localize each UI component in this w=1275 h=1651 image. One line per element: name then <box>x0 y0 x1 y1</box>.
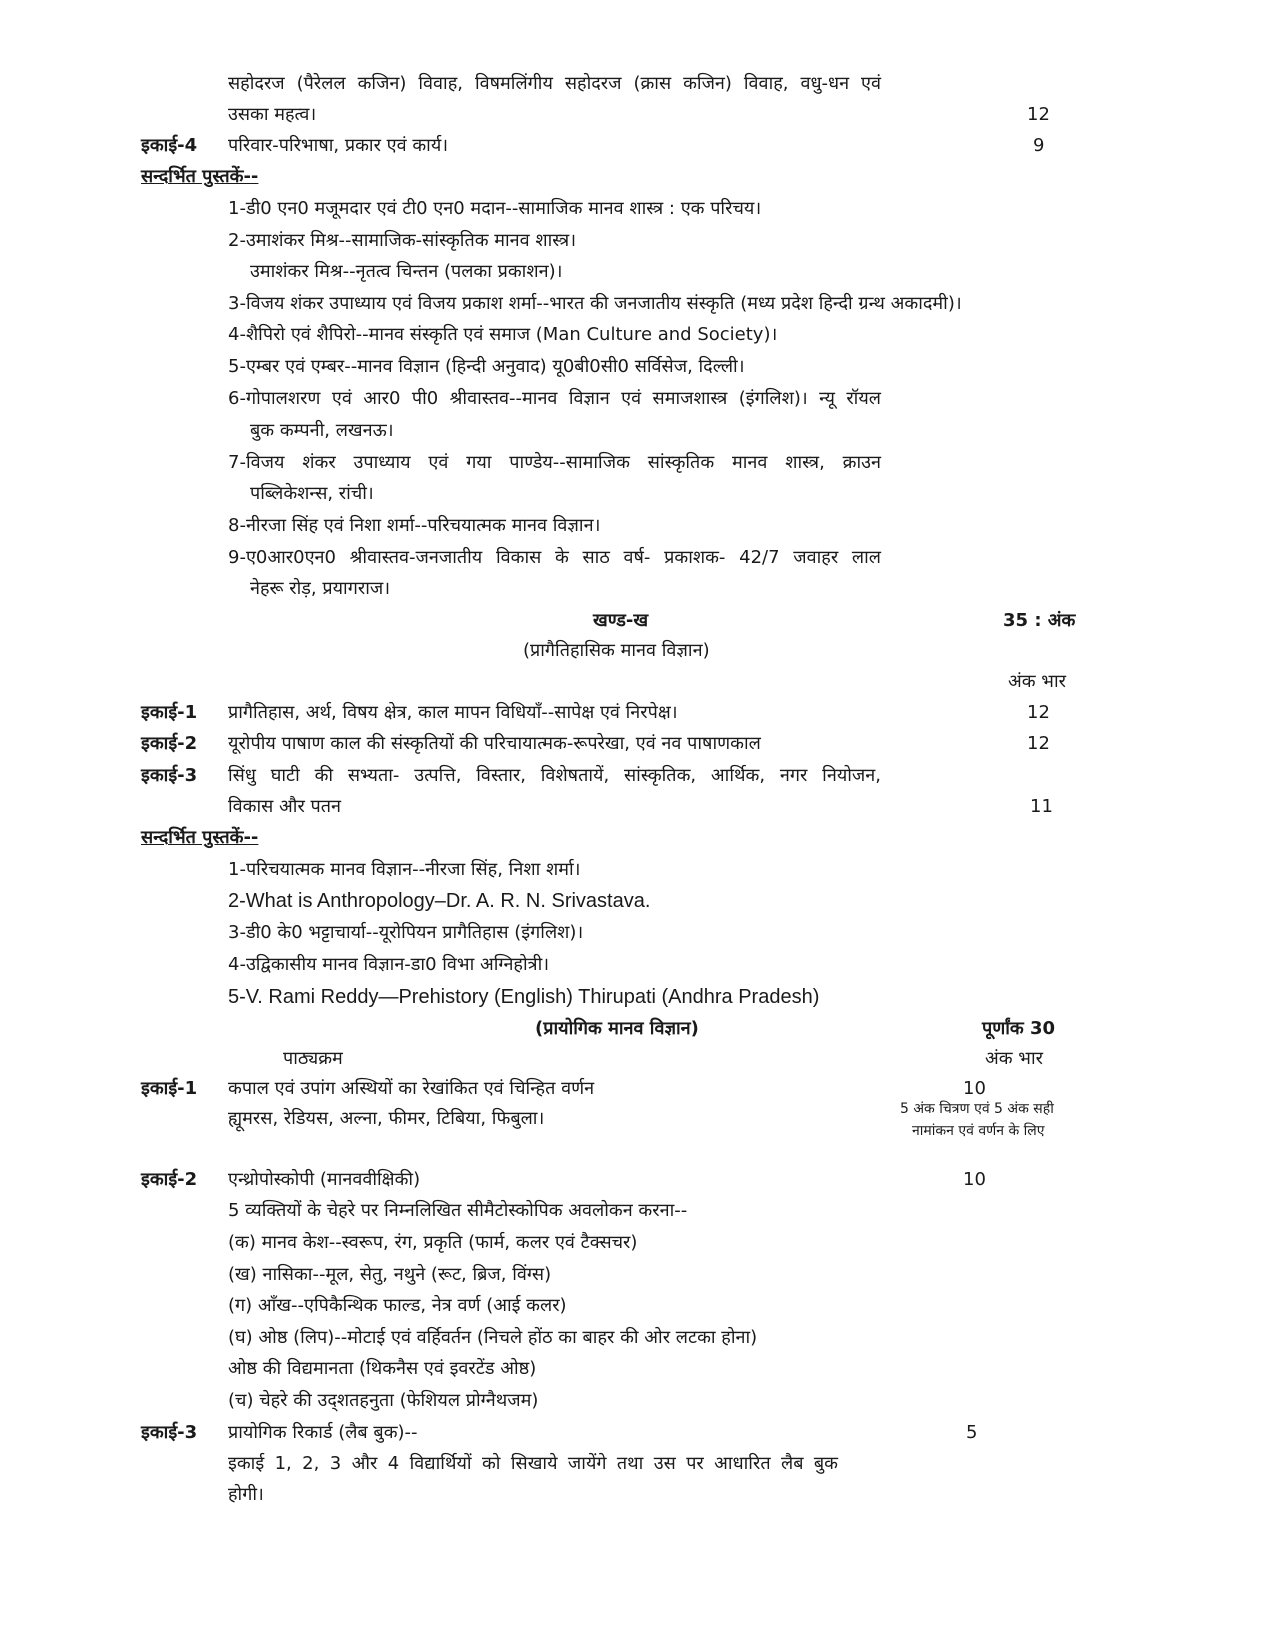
ref-6: 6-गोपालशरण एवं आर0 पी0 श्रीवास्तव--मानव विज्ञान एवं समाजशास्त्र (इंगलिश)। न्यू रॉयल <box>228 388 881 409</box>
practical-marks-header: अंक भार <box>985 1048 1043 1069</box>
unit4-label: इकाई-4 <box>141 135 198 156</box>
b-unit1-text: प्रागैतिहास, अर्थ, विषय क्षेत्र, काल मापन विधियाँ--सापेक्ष एवं निरपेक्ष। <box>228 702 678 723</box>
ref-6b: बुक कम्पनी, लखनऊ। <box>250 420 394 441</box>
ref-4: 4-शैपिरो एवं शैपिरो--मानव संस्कृति एवं समाज (Man Culture and Society)। <box>228 324 778 345</box>
p-unit2-line2: 5 व्यक्तियों के चेहरे पर निम्नलिखित सीमैटोस्कोपिक अवलोकन करना-- <box>228 1200 688 1221</box>
top-line-1: सहोदरज (पैरेलल कजिन) विवाह, विषमलिंगीय सहोदरज (क्रास कजिन) विवाह, वधु-धन एवं <box>228 73 881 94</box>
p-unit1-note2: नामांकन एवं वर्णन के लिए <box>912 1123 1045 1139</box>
p-unit2-marks: 10 <box>963 1169 986 1190</box>
p-unit3-label: इकाई-3 <box>141 1422 198 1443</box>
top-line-2: उसका महत्व। <box>228 104 317 125</box>
section-b-subtitle: (प्रागैतिहासिक मानव विज्ञान) <box>523 640 710 661</box>
ref2-1: 1-परिचयात्मक मानव विज्ञान--नीरजा सिंह, निशा शर्मा। <box>228 859 581 880</box>
section-b-marks: 35 : अंक <box>1003 610 1076 631</box>
ref-2b: उमाशंकर मिश्र--नृतत्व चिन्तन (पलका प्रकाशन)। <box>250 261 563 282</box>
b-unit2-text: यूरोपीय पाषाण काल की संस्कृतियों की परिचायात्मक-रूपरेखा, एवं नव पाषाणकाल <box>228 733 761 754</box>
p-unit2-line8: (च) चेहरे की उद्शतहनुता (फेशियल प्रोग्नैथजम) <box>228 1390 539 1411</box>
p-unit2-line7: ओष्ठ की विद्यमानता (थिकनैस एवं इवरटेंड ओष्ठ) <box>228 1358 537 1379</box>
unit4-text: परिवार-परिभाषा, प्रकार एवं कार्य। <box>228 135 449 156</box>
p-unit3-line3: होगी। <box>228 1484 264 1505</box>
b-unit2-marks: 12 <box>1027 733 1050 754</box>
p-unit1-label: इकाई-1 <box>141 1078 198 1099</box>
ref2-2: 2-What is Anthropology–Dr. A. R. N. Srivastava. <box>228 890 651 912</box>
p-unit2-label: इकाई-2 <box>141 1169 198 1190</box>
p-unit2-line3: (क) मानव केश--स्वरूप, रंग, प्रकृति (फार्म, कलर एवं टैक्सचर) <box>228 1232 638 1253</box>
top-marks: 12 <box>1027 104 1050 125</box>
b-unit1-label: इकाई-1 <box>141 702 198 723</box>
unit4-marks: 9 <box>1033 135 1045 156</box>
refs-heading: सन्दर्भित पुस्तकें-- <box>141 166 259 187</box>
practical-total: पूर्णांक 30 <box>982 1018 1056 1039</box>
ref-2: 2-उमाशंकर मिश्र--सामाजिक-सांस्कृतिक मानव शास्त्र। <box>228 230 577 251</box>
ref-3: 3-विजय शंकर उपाध्याय एवं विजय प्रकाश शर्मा--भारत की जनजातीय संस्कृति (मध्य प्रदेश हिन्दी ग्रन्थ अकादमी)। <box>228 293 962 314</box>
ref2-5: 5-V. Rami Reddy—Prehistory (English) Thirupati (Andhra Pradesh) <box>228 986 820 1008</box>
p-unit3-line1: प्रायोगिक रिकार्ड (लैब बुक)-- <box>228 1422 418 1443</box>
p-unit2-line6: (घ) ओष्ठ (लिप)--मोटाई एवं वर्हिवर्तन (निचले होंठ का बाहर की ओर लटका होना) <box>228 1327 758 1348</box>
ref-1: 1-डी0 एन0 मजूमदार एवं टी0 एन0 मदान--सामाजिक मानव शास्त्र : एक परिचय। <box>228 198 762 219</box>
b-unit2-label: इकाई-2 <box>141 733 198 754</box>
ref-7b: पब्लिकेशन्स, रांची। <box>250 483 374 504</box>
p-unit2-line1: एन्थ्रोपोस्कोपी (मानववीक्षिकी) <box>228 1169 421 1190</box>
b-unit3-label: इकाई-3 <box>141 765 198 786</box>
b-unit3-text2: विकास और पतन <box>228 796 342 817</box>
p-unit1-line1: कपाल एवं उपांग अस्थियों का रेखांकित एवं चिन्हित वर्णन <box>228 1078 595 1099</box>
ref-7: 7-विजय शंकर उपाध्याय एवं गया पाण्डेय--सामाजिक सांस्कृतिक मानव शास्त्र, क्राउन <box>228 452 881 473</box>
ref-9: 9-ए0आर0एन0 श्रीवास्तव-जनजातीय विकास के साठ वर्ष- प्रकाशक- 42/7 जवाहर लाल <box>228 547 881 568</box>
practical-title: (प्रायोगिक मानव विज्ञान) <box>535 1018 699 1039</box>
refs-heading-2: सन्दर्भित पुस्तकें-- <box>141 827 259 848</box>
p-unit1-line2: ह्यूमरस, रेडियस, अल्ना, फीमर, टिबिया, फिबुला। <box>228 1108 545 1129</box>
p-unit3-marks: 5 <box>966 1422 978 1443</box>
section-b-title: खण्ड-ख <box>593 610 649 631</box>
ref2-3: 3-डी0 के0 भट्टाचार्या--यूरोपियन प्रागैतिहास (इंगलिश)। <box>228 922 584 943</box>
section-b-marks-header: अंक भार <box>1008 671 1066 692</box>
p-unit2-line5: (ग) आँख--एपिकैन्थिक फाल्ड, नेत्र वर्ण (आई कलर) <box>228 1295 567 1316</box>
ref-9b: नेहरू रोड़, प्रयागराज। <box>250 578 391 599</box>
p-unit1-marks: 10 <box>963 1078 986 1099</box>
p-unit3-line2: इकाई 1, 2, 3 और 4 विद्यार्थियों को सिखाये जायेंगे तथा उस पर आधारित लैब बुक <box>228 1453 838 1474</box>
p-unit1-note1: 5 अंक चित्रण एवं 5 अंक सही <box>900 1101 1054 1117</box>
ref-5: 5-एम्बर एवं एम्बर--मानव विज्ञान (हिन्दी अनुवाद) यू0बी0सी0 सर्विसेज, दिल्ली। <box>228 356 745 377</box>
b-unit1-marks: 12 <box>1027 702 1050 723</box>
ref2-4: 4-उद्विकासीय मानव विज्ञान-डा0 विभा अग्निहोत्री। <box>228 954 550 975</box>
b-unit3-marks: 11 <box>1030 796 1053 817</box>
syllabus-label: पाठ्यक्रम <box>283 1048 343 1069</box>
b-unit3-text: सिंधु घाटी की सभ्यता- उत्पत्ति, विस्तार, विशेषतायें, सांस्कृतिक, आर्थिक, नगर नियोजन, <box>228 765 881 786</box>
ref-8: 8-नीरजा सिंह एवं निशा शर्मा--परिचयात्मक मानव विज्ञान। <box>228 515 601 536</box>
p-unit2-line4: (ख) नासिका--मूल, सेतु, नथुने (रूट, ब्रिज, विंग्स) <box>228 1264 552 1285</box>
